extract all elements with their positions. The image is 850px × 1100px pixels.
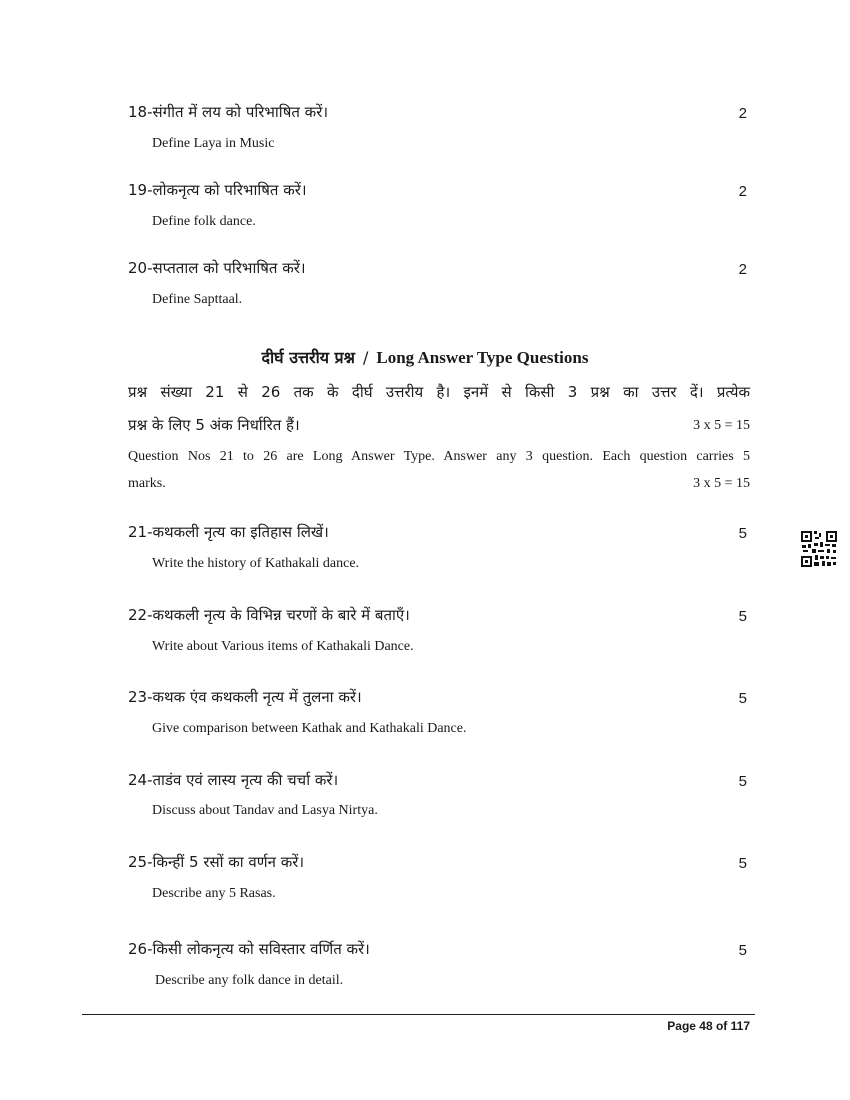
question-21-hindi: 21-कथकली नृत्य का इतिहास लिखें।: [128, 523, 329, 541]
instructions-english-marks: 3 x 5 = 15: [693, 476, 750, 491]
question-20-english: Define Sapttaal.: [152, 292, 243, 307]
question-26-marks: 5: [738, 942, 747, 959]
instructions-english-line2: marks.: [128, 476, 166, 491]
section-title-hindi: दीर्घ उत्तरीय प्रश्न: [261, 348, 355, 367]
question-21-marks: 5: [738, 525, 747, 542]
instructions-hindi-line1: प्रश्न संख्या 21 से 26 तक के दीर्घ उत्तरीय है। इनमें से किसी 3 प्रश्न का उत्तर दें। प्रत्येक: [128, 383, 750, 401]
section-title-separator: /: [362, 348, 369, 367]
question-25-hindi: 25-किन्हीं 5 रसों का वर्णन करें।: [128, 853, 305, 871]
question-23-hindi: 23-कथक एंव कथकली नृत्य में तुलना करें।: [128, 688, 362, 706]
qr-code-icon: [800, 530, 838, 568]
question-22-marks: 5: [738, 608, 747, 625]
instructions-hindi-line2: प्रश्न के लिए 5 अंक निर्धारित हैं।: [128, 416, 300, 434]
instructions-hindi-marks: 3 x 5 = 15: [693, 418, 750, 433]
question-20-marks: 2: [738, 261, 747, 278]
section-heading: [0, 346, 850, 368]
question-18-hindi: 18-संगीत में लय को परिभाषित करें।: [128, 103, 329, 121]
question-23-marks: 5: [738, 690, 747, 707]
question-23-english: Give comparison between Kathak and Kathakali Dance.: [152, 721, 467, 736]
question-26-english: Describe any folk dance in detail.: [155, 973, 344, 988]
question-24-hindi: 24-ताडंव एवं लास्य नृत्य की चर्चा करें।: [128, 771, 339, 789]
question-25-english: Describe any 5 Rasas.: [152, 886, 276, 901]
page-number: Page 48 of 117: [667, 1019, 750, 1033]
question-18-marks: 2: [738, 105, 747, 122]
question-20-hindi: 20-सप्तताल को परिभाषित करें।: [128, 259, 306, 277]
question-21-english: Write the history of Kathakali dance.: [152, 556, 360, 571]
question-24-marks: 5: [738, 773, 747, 790]
question-18-english: Define Laya in Music: [152, 136, 275, 151]
question-19-english: Define folk dance.: [152, 214, 256, 229]
instructions-english-line1: Question Nos 21 to 26 are Long Answer Type. Answer any 3 question. Each question carries 5: [128, 449, 750, 464]
question-22-english: Write about Various items of Kathakali Dance.: [152, 639, 414, 654]
question-25-marks: 5: [738, 855, 747, 872]
footer-rule: [82, 1014, 755, 1015]
question-26-hindi: 26-किसी लोकनृत्य को सविस्तार वर्णित करें।: [128, 940, 370, 958]
question-22-hindi: 22-कथकली नृत्य के विभिन्न चरणों के बारे में बताएँ।: [128, 606, 410, 624]
question-24-english: Discuss about Tandav and Lasya Nirtya.: [152, 803, 378, 818]
section-title-english: Long Answer Type Questions: [376, 348, 589, 367]
question-19-hindi: 19-लोकनृत्य को परिभाषित करें।: [128, 181, 307, 199]
question-19-marks: 2: [738, 183, 747, 200]
